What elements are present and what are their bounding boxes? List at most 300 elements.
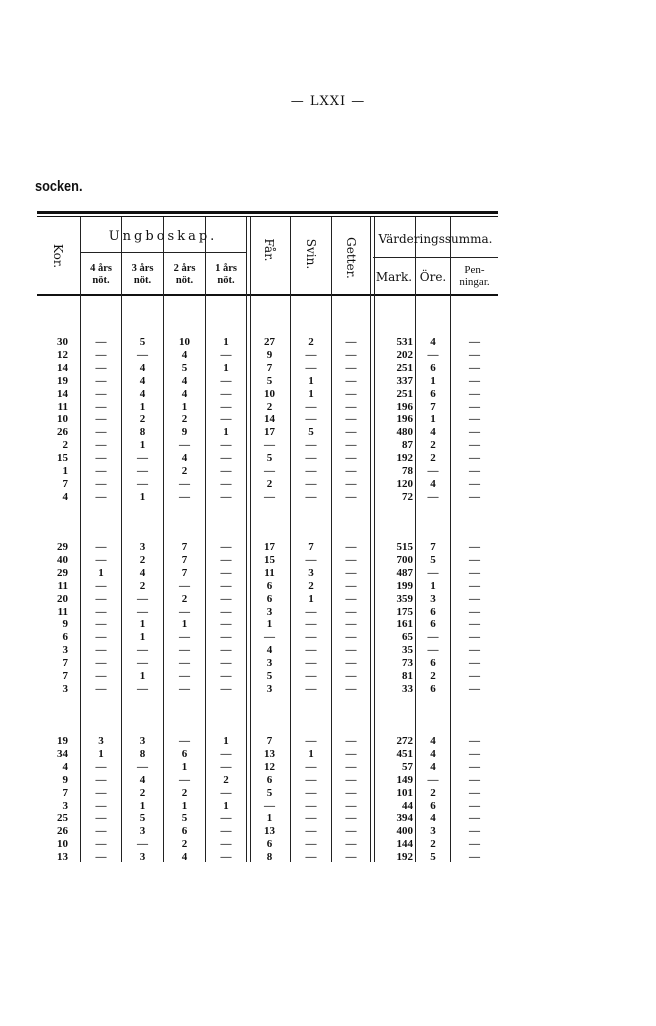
cell-ung-4: — bbox=[95, 477, 107, 490]
cell-ung-4: — bbox=[95, 812, 107, 825]
cell-getter: — bbox=[345, 452, 357, 465]
cell-penningar: — bbox=[469, 799, 480, 812]
cell-svin: 1 bbox=[308, 387, 314, 400]
cell-mark: 175 bbox=[396, 605, 413, 618]
cell-ung-1: — bbox=[220, 541, 232, 553]
cell-kor: 3 bbox=[62, 682, 68, 695]
cell-ung-1: — bbox=[220, 851, 232, 864]
cell-ung-2: 7 bbox=[181, 566, 188, 579]
cell-ung-3: 8 bbox=[139, 426, 146, 439]
cell-kor: 3 bbox=[62, 799, 68, 812]
cell-kor: 11 bbox=[57, 579, 68, 592]
cell-kor: 2 bbox=[62, 439, 68, 452]
cell-ore: — bbox=[427, 348, 439, 361]
cell-getter: — bbox=[345, 618, 357, 631]
cell-penningar: — bbox=[469, 413, 480, 426]
cell-mark: 78 bbox=[402, 465, 413, 477]
vardering-subheader-rule bbox=[373, 257, 498, 258]
cell-ore: 3 bbox=[430, 592, 436, 605]
cell-getter: — bbox=[345, 644, 357, 657]
cell-ung-4: — bbox=[95, 579, 107, 592]
cell-ore: 6 bbox=[430, 605, 436, 618]
cell-mark: 65 bbox=[402, 631, 413, 644]
cell-penningar: — bbox=[469, 644, 480, 657]
cell-ung-2: — bbox=[179, 657, 190, 670]
header-3-ars-not: 3 års nöt. bbox=[131, 263, 154, 286]
cell-kor: 10 bbox=[57, 838, 68, 851]
cell-penningar: — bbox=[469, 605, 480, 618]
cell-mark: 120 bbox=[396, 477, 413, 490]
cell-svin: 1 bbox=[308, 747, 314, 760]
cell-penningar: — bbox=[469, 439, 480, 452]
cell-ung-2: 1 bbox=[181, 799, 188, 812]
cell-ung-1: 1 bbox=[223, 735, 229, 747]
cell-ung-4: — bbox=[95, 773, 107, 786]
cell-kor: 30 bbox=[57, 336, 68, 348]
cell-far: 5 bbox=[266, 786, 273, 799]
header-bottom-rule bbox=[37, 294, 498, 296]
cell-kor: 1 bbox=[62, 465, 68, 477]
cell-ung-2: 2 bbox=[181, 465, 188, 477]
cell-ung-3: — bbox=[137, 605, 148, 618]
cell-ung-4: — bbox=[95, 374, 107, 387]
cell-ung-2: 4 bbox=[181, 452, 188, 465]
cell-ore: 4 bbox=[430, 735, 436, 747]
cell-svin: — bbox=[305, 760, 317, 773]
cell-far: 2 bbox=[266, 477, 273, 490]
cell-ore: 1 bbox=[430, 374, 436, 387]
cell-kor: 7 bbox=[62, 657, 68, 670]
cell-getter: — bbox=[345, 374, 357, 387]
cell-svin: — bbox=[305, 400, 317, 413]
cell-svin: — bbox=[305, 799, 317, 812]
cell-svin: — bbox=[305, 618, 317, 631]
cell-penningar: — bbox=[469, 477, 480, 490]
cell-getter: — bbox=[345, 400, 357, 413]
cell-kor: 11 bbox=[57, 400, 68, 413]
cell-ung-3: 2 bbox=[139, 553, 146, 566]
cell-ung-4: — bbox=[95, 786, 107, 799]
cell-getter: — bbox=[345, 670, 357, 682]
cell-svin: — bbox=[305, 631, 317, 644]
cell-svin: — bbox=[305, 465, 317, 477]
cell-far: — bbox=[264, 799, 275, 812]
cell-ung-2: 2 bbox=[181, 786, 188, 799]
header-getter: Getter. bbox=[344, 237, 358, 279]
cell-ung-2: 9 bbox=[181, 426, 188, 439]
cell-ung-1: 1 bbox=[223, 799, 229, 812]
cell-ung-3: 1 bbox=[139, 670, 146, 682]
cell-penningar: — bbox=[469, 812, 480, 825]
cell-ung-1: — bbox=[220, 631, 232, 644]
cell-ung-1: — bbox=[220, 592, 232, 605]
cell-svin: — bbox=[305, 644, 317, 657]
cell-mark: 196 bbox=[396, 413, 413, 426]
header-penningar: Pen- ningar. bbox=[459, 264, 490, 288]
header-1-ars-not: 1 års nöt. bbox=[215, 263, 237, 286]
cell-getter: — bbox=[345, 553, 357, 566]
cell-mark: 394 bbox=[396, 812, 413, 825]
cell-far: 2 bbox=[266, 400, 273, 413]
cell-ung-2: 2 bbox=[181, 838, 188, 851]
cell-svin: — bbox=[305, 553, 317, 566]
header-vardering: Värderingssumma. bbox=[378, 232, 493, 246]
cell-ore: 2 bbox=[430, 670, 436, 682]
cell-penningar: — bbox=[469, 825, 480, 838]
ungboskap-subheader-rule bbox=[80, 252, 246, 253]
cell-far: 11 bbox=[264, 566, 275, 579]
cell-ung-3: — bbox=[137, 348, 148, 361]
cell-ung-4: — bbox=[95, 541, 107, 553]
cell-ung-2: — bbox=[179, 631, 190, 644]
cell-getter: — bbox=[345, 773, 357, 786]
cell-mark: 192 bbox=[396, 851, 413, 864]
cell-mark: 487 bbox=[396, 566, 413, 579]
cell-ung-2: 7 bbox=[181, 553, 188, 566]
cell-getter: — bbox=[345, 592, 357, 605]
table-top-rule bbox=[37, 211, 498, 214]
cell-ung-3: — bbox=[137, 838, 148, 851]
cell-ung-2: 4 bbox=[181, 387, 188, 400]
cell-getter: — bbox=[345, 631, 357, 644]
cell-ung-3: 1 bbox=[139, 439, 146, 452]
cell-far: 5 bbox=[266, 374, 273, 387]
cell-ung-1: — bbox=[220, 490, 232, 503]
cell-mark: 451 bbox=[396, 747, 413, 760]
cell-ung-2: 6 bbox=[181, 825, 188, 838]
cell-kor: 34 bbox=[57, 747, 68, 760]
cell-ung-2: 4 bbox=[181, 851, 188, 864]
cell-ung-2: 6 bbox=[181, 747, 188, 760]
cell-ung-1: — bbox=[220, 387, 232, 400]
cell-penningar: — bbox=[469, 566, 480, 579]
page-number: — LXXI — bbox=[290, 94, 366, 109]
cell-svin: 5 bbox=[308, 426, 314, 439]
cell-far: 9 bbox=[266, 348, 273, 361]
cell-far: 17 bbox=[264, 426, 275, 439]
cell-ung-4: — bbox=[95, 838, 107, 851]
cell-getter: — bbox=[345, 812, 357, 825]
cell-ung-4: — bbox=[95, 618, 107, 631]
cell-ung-4: — bbox=[95, 644, 107, 657]
cell-mark: 700 bbox=[396, 553, 413, 566]
cell-svin: — bbox=[305, 773, 317, 786]
cell-ung-3: 4 bbox=[139, 566, 146, 579]
cell-ung-3: 4 bbox=[139, 773, 146, 786]
cell-mark: 199 bbox=[396, 579, 413, 592]
cell-svin: — bbox=[305, 825, 317, 838]
cell-getter: — bbox=[345, 747, 357, 760]
cell-penningar: — bbox=[469, 553, 480, 566]
cell-mark: 57 bbox=[402, 760, 413, 773]
cell-far: — bbox=[264, 439, 275, 452]
cell-ore: — bbox=[427, 566, 439, 579]
cell-getter: — bbox=[345, 426, 357, 439]
cell-ore: 2 bbox=[430, 838, 436, 851]
cell-ung-4: — bbox=[95, 657, 107, 670]
cell-far: 13 bbox=[264, 747, 275, 760]
cell-ung-4: — bbox=[95, 465, 107, 477]
cell-svin: — bbox=[305, 670, 317, 682]
cell-ung-4: — bbox=[95, 851, 107, 864]
cell-penningar: — bbox=[469, 618, 480, 631]
cell-ung-4: — bbox=[95, 592, 107, 605]
cell-far: 13 bbox=[264, 825, 275, 838]
cell-ung-1: — bbox=[220, 553, 232, 566]
cell-ore: 4 bbox=[430, 477, 436, 490]
cell-ung-3: 5 bbox=[139, 336, 146, 348]
cell-ore: 3 bbox=[430, 825, 436, 838]
cell-svin: — bbox=[305, 348, 317, 361]
cell-kor: 6 bbox=[62, 631, 68, 644]
cell-far: 14 bbox=[264, 413, 275, 426]
cell-mark: 144 bbox=[396, 838, 413, 851]
cell-kor: 7 bbox=[62, 786, 68, 799]
cell-ung-3: 3 bbox=[139, 541, 146, 553]
cell-kor: 4 bbox=[62, 760, 68, 773]
cell-far: 3 bbox=[266, 605, 273, 618]
cell-getter: — bbox=[345, 566, 357, 579]
cell-svin: — bbox=[305, 361, 317, 374]
cell-penningar: — bbox=[469, 670, 480, 682]
cell-kor: 20 bbox=[57, 592, 68, 605]
header-2-ars-not: 2 års nöt. bbox=[173, 263, 196, 286]
cell-getter: — bbox=[345, 579, 357, 592]
cell-ung-4: — bbox=[95, 490, 107, 503]
header-mark: Mark. bbox=[375, 270, 413, 284]
cell-getter: — bbox=[345, 348, 357, 361]
cell-ung-4: — bbox=[95, 348, 107, 361]
cell-svin: — bbox=[305, 786, 317, 799]
cell-ung-4: — bbox=[95, 400, 107, 413]
cell-ung-2: — bbox=[179, 579, 190, 592]
cell-penningar: — bbox=[469, 735, 480, 747]
cell-ung-2: 2 bbox=[181, 592, 188, 605]
cell-ung-3: 2 bbox=[139, 579, 146, 592]
cell-svin: 2 bbox=[308, 579, 314, 592]
cell-ung-2: — bbox=[179, 670, 190, 682]
cell-far: 1 bbox=[266, 812, 273, 825]
cell-getter: — bbox=[345, 786, 357, 799]
cell-far: 3 bbox=[266, 657, 273, 670]
cell-far: 3 bbox=[266, 682, 273, 695]
cell-far: — bbox=[264, 631, 275, 644]
cell-svin: — bbox=[305, 812, 317, 825]
cell-ung-4: — bbox=[95, 426, 107, 439]
cell-ore: 6 bbox=[430, 799, 436, 812]
cell-ung-2: 10 bbox=[179, 336, 190, 348]
cell-ung-3: — bbox=[137, 465, 148, 477]
cell-getter: — bbox=[345, 605, 357, 618]
cell-ung-3: — bbox=[137, 644, 148, 657]
cell-svin: — bbox=[305, 477, 317, 490]
cell-kor: 19 bbox=[57, 374, 68, 387]
cell-ung-1: — bbox=[220, 670, 232, 682]
cell-ung-4: — bbox=[95, 605, 107, 618]
cell-ung-2: — bbox=[179, 735, 190, 747]
cell-ung-3: 5 bbox=[139, 812, 146, 825]
cell-ore: — bbox=[427, 490, 439, 503]
cell-far: 4 bbox=[266, 644, 273, 657]
cell-mark: 101 bbox=[396, 786, 413, 799]
cell-ore: 2 bbox=[430, 786, 436, 799]
cell-far: 1 bbox=[266, 618, 273, 631]
cell-ung-3: 3 bbox=[139, 851, 146, 864]
cell-ung-1: — bbox=[220, 618, 232, 631]
cell-mark: 72 bbox=[402, 490, 413, 503]
cell-ung-2: 7 bbox=[181, 541, 188, 553]
cell-ung-1: 1 bbox=[223, 426, 229, 439]
cell-ung-2: 4 bbox=[181, 374, 188, 387]
cell-ung-3: 8 bbox=[139, 747, 146, 760]
cell-ung-1: — bbox=[220, 400, 232, 413]
cell-penningar: — bbox=[469, 773, 480, 786]
cell-ung-4: — bbox=[95, 387, 107, 400]
header-ore: Öre. bbox=[419, 270, 447, 284]
cell-penningar: — bbox=[469, 452, 480, 465]
cell-ung-1: — bbox=[220, 682, 232, 695]
cell-ore: 1 bbox=[430, 579, 436, 592]
cell-ung-1: — bbox=[220, 657, 232, 670]
cell-kor: 14 bbox=[57, 361, 68, 374]
cell-ung-4: — bbox=[95, 682, 107, 695]
cell-ung-4: — bbox=[95, 631, 107, 644]
cell-ung-1: — bbox=[220, 348, 232, 361]
cell-ung-2: — bbox=[179, 644, 190, 657]
cell-far: 6 bbox=[266, 592, 273, 605]
cell-far: 5 bbox=[266, 670, 273, 682]
cell-ung-4: — bbox=[95, 670, 107, 682]
cell-penningar: — bbox=[469, 387, 480, 400]
cell-ung-1: — bbox=[220, 374, 232, 387]
cell-kor: 4 bbox=[62, 490, 68, 503]
cell-ung-3: — bbox=[137, 657, 148, 670]
cell-ung-3: 1 bbox=[139, 490, 146, 503]
cell-getter: — bbox=[345, 361, 357, 374]
cell-far: 15 bbox=[264, 553, 275, 566]
cell-kor: 7 bbox=[62, 477, 68, 490]
cell-ung-2: 1 bbox=[181, 400, 188, 413]
cell-far: 7 bbox=[266, 735, 273, 747]
cell-mark: 251 bbox=[396, 387, 413, 400]
cell-ung-1: — bbox=[220, 477, 232, 490]
cell-penningar: — bbox=[469, 336, 480, 348]
cell-kor: 19 bbox=[57, 735, 68, 747]
cell-far: 17 bbox=[264, 541, 275, 553]
cell-kor: 13 bbox=[57, 851, 68, 864]
cell-mark: 531 bbox=[396, 336, 413, 348]
cell-ore: 7 bbox=[430, 400, 436, 413]
cell-ore: 6 bbox=[430, 387, 436, 400]
cell-penningar: — bbox=[469, 747, 480, 760]
cell-penningar: — bbox=[469, 426, 480, 439]
cell-penningar: — bbox=[469, 490, 480, 503]
header-4-ars-not: 4 års nöt. bbox=[90, 263, 112, 286]
cell-ung-3: — bbox=[137, 760, 148, 773]
cell-svin: 1 bbox=[308, 592, 314, 605]
cell-mark: 73 bbox=[402, 657, 413, 670]
cell-ore: 4 bbox=[430, 426, 436, 439]
cell-ung-2: 4 bbox=[181, 348, 188, 361]
cell-penningar: — bbox=[469, 786, 480, 799]
cell-kor: 29 bbox=[57, 541, 68, 553]
cell-ore: 6 bbox=[430, 657, 436, 670]
cell-penningar: — bbox=[469, 682, 480, 695]
cell-ung-3: 3 bbox=[139, 825, 146, 838]
cell-ore: 4 bbox=[430, 336, 436, 348]
section-title: socken. bbox=[35, 178, 83, 195]
cell-getter: — bbox=[345, 838, 357, 851]
cell-getter: — bbox=[345, 336, 357, 348]
cell-far: 6 bbox=[266, 838, 273, 851]
cell-ung-4: 1 bbox=[98, 566, 104, 579]
cell-ung-1: 1 bbox=[223, 361, 229, 374]
cell-getter: — bbox=[345, 825, 357, 838]
cell-ung-3: 2 bbox=[139, 786, 146, 799]
cell-ung-3: — bbox=[137, 592, 148, 605]
cell-ore: — bbox=[427, 465, 439, 477]
cell-mark: 515 bbox=[396, 541, 413, 553]
cell-penningar: — bbox=[469, 838, 480, 851]
cell-ung-4: — bbox=[95, 439, 107, 452]
cell-getter: — bbox=[345, 760, 357, 773]
cell-ung-2: — bbox=[179, 773, 190, 786]
cell-mark: 359 bbox=[396, 592, 413, 605]
cell-ung-4: — bbox=[95, 361, 107, 374]
cell-ore: — bbox=[427, 773, 439, 786]
cell-ung-1: — bbox=[220, 439, 232, 452]
cell-ung-4: — bbox=[95, 825, 107, 838]
cell-penningar: — bbox=[469, 760, 480, 773]
cell-ung-3: 4 bbox=[139, 387, 146, 400]
cell-getter: — bbox=[345, 439, 357, 452]
cell-mark: 251 bbox=[396, 361, 413, 374]
cell-svin: 1 bbox=[308, 374, 314, 387]
cell-kor: 25 bbox=[57, 812, 68, 825]
cell-ung-4: — bbox=[95, 452, 107, 465]
cell-ung-3: 1 bbox=[139, 799, 146, 812]
cell-ung-1: — bbox=[220, 812, 232, 825]
cell-kor: 10 bbox=[57, 413, 68, 426]
cell-ung-4: — bbox=[95, 413, 107, 426]
cell-kor: 14 bbox=[57, 387, 68, 400]
cell-penningar: — bbox=[469, 400, 480, 413]
cell-mark: 272 bbox=[396, 735, 413, 747]
cell-getter: — bbox=[345, 657, 357, 670]
header-ungboskap: Ungboskap. bbox=[108, 229, 218, 244]
cell-far: 12 bbox=[264, 760, 275, 773]
cell-mark: 87 bbox=[402, 439, 413, 452]
cell-ung-3: — bbox=[137, 452, 148, 465]
cell-mark: 33 bbox=[402, 682, 413, 695]
cell-ung-1: — bbox=[220, 838, 232, 851]
cell-ung-4: 3 bbox=[98, 735, 104, 747]
cell-ore: — bbox=[427, 631, 439, 644]
cell-kor: 3 bbox=[62, 644, 68, 657]
cell-mark: 35 bbox=[402, 644, 413, 657]
cell-ung-4: — bbox=[95, 336, 107, 348]
cell-ung-3: 1 bbox=[139, 631, 146, 644]
cell-ore: — bbox=[427, 644, 439, 657]
cell-ung-1: — bbox=[220, 786, 232, 799]
cell-far: — bbox=[264, 490, 275, 503]
cell-svin: 3 bbox=[308, 566, 314, 579]
cell-ung-4: — bbox=[95, 799, 107, 812]
cell-ung-1: — bbox=[220, 579, 232, 592]
cell-far: 6 bbox=[266, 579, 273, 592]
cell-getter: — bbox=[345, 799, 357, 812]
cell-ung-3: 4 bbox=[139, 374, 146, 387]
